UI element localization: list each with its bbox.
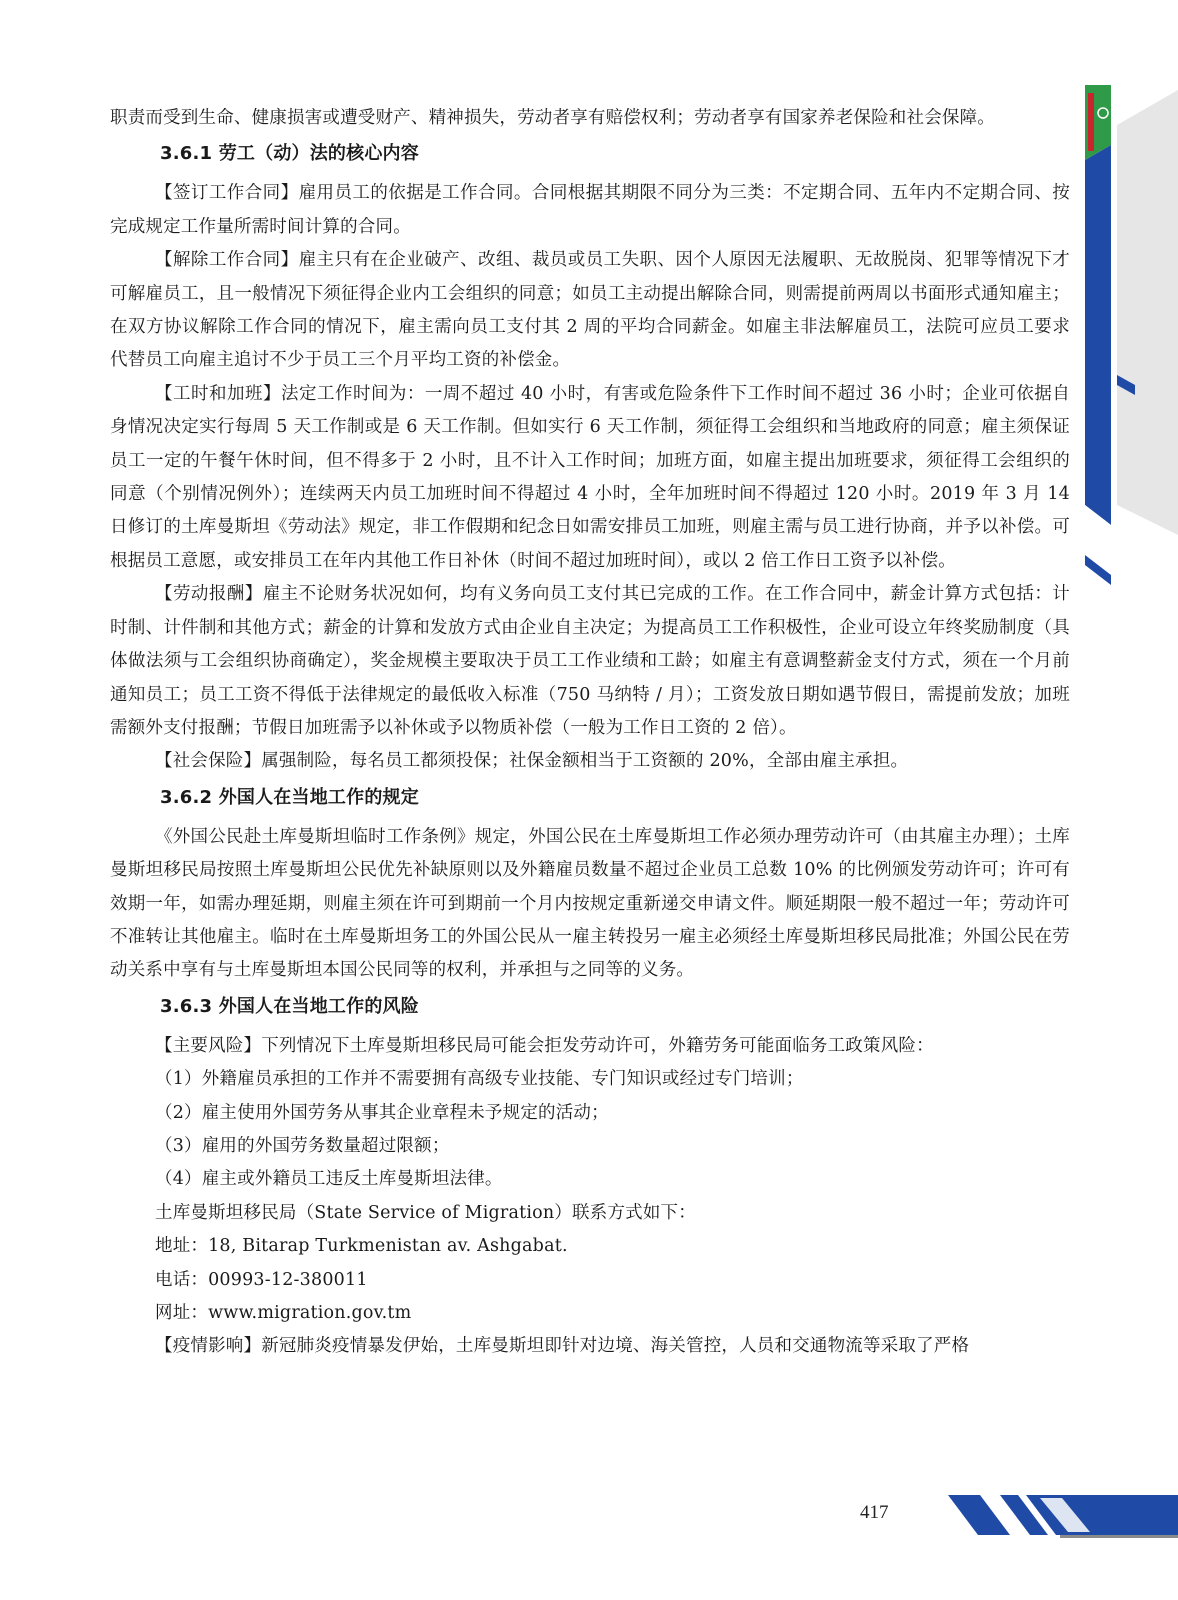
body-paragraph — [110, 1297, 1070, 1330]
body-paragraph — [110, 244, 1070, 378]
body-paragraph — [110, 1197, 1070, 1230]
section-heading: 3.6.1 劳工（动）法的核心内容 — [160, 143, 419, 165]
paragraph-text: 法定工作时间为：一周不超过 40 小时，有害或危险条件下工作时间不超过 36 小时；企业可依据自身情况决定实行每周 5 天工作制或是 6 天工作制。但如实行 6 天工作制，须征得工会组织和当地政府的同意；雇主须保证员工一定的午餐午休时间，但不得多于 2 小时，且不计入工作时间；加班方面，如雇主提出加班要求，须征得工会组织的同意（个别情况例外）；连续两天内员工加班时间不得超过 4 小时，全年加班时间不得超过 120 小时。2019 年 3 月 14 日修订的土库曼斯坦《劳动法》规定，非工作假期和纪念日如需安排员工加班，则雇主需与员工进行协商，并予以补偿。可根据员工意愿，或安排员工在年内其他工作日补休（时间不超过加班时间），或以 2 倍工作日工资予以补偿。 — [110, 383, 1070, 571]
paragraph-text: 职责而受到生命、健康损害或遭受财产、精神损失，劳动者享有赔偿权利；劳动者享有国家养老保险和社会保障。 — [110, 108, 995, 128]
paragraph-label: 【签订工作合同】 — [155, 183, 299, 204]
paragraph-label: 【主要风险】 — [155, 1035, 262, 1056]
paragraph-label: 【劳动报酬】 — [155, 584, 263, 605]
paragraph-text: 新冠肺炎疫情暴发伊始，土库曼斯坦即针对边境、海关管控，人员和交通物流等采取了严格 — [261, 1336, 970, 1357]
paragraph-text: 雇主不论财务状况如何，均有义务向员工支付其已完成的工作。在工作合同中，薪金计算方式包括：计时制、计件制和其他方式；薪金的计算和发放方式由企业自主决定；为提高员工工作积极性，企业可设立年终奖励制度（具体做法须与工会组织协商确定），奖金规模主要取决于员工工作业绩和工龄；如雇主有意调整薪金支付方式，须在一个月前通知员工；员工工资不得低于法律规定的最低收入标准（750 马纳特 / 月）；工资发放日期如遇节假日，需提前发放；加班需额外支付报酬；节假日加班需予以补休或予以物质补偿（一般为工作日工资的 2 倍）。 — [110, 584, 1071, 738]
footer-decoration — [940, 1490, 1178, 1540]
body-paragraph — [110, 1230, 1070, 1263]
side-decoration — [1085, 85, 1178, 595]
body-paragraph — [110, 745, 1070, 778]
body-paragraph — [110, 177, 1070, 244]
paragraph-text: 雇主只有在企业破产、改组、裁员或员工失职、因个人原因无法履职、无故脱岗、犯罪等情况下才可解雇员工，且一般情况下须征得企业内工会组织的同意；如员工主动提出解除合同，则需提前两周以书面形式通知雇主；在双方协议解除工作合同的情况下，雇主需向员工支付其 2 周的平均合同薪金。如雇主非法解雇员工，法院可应员工要求代替员工向雇主追讨不少于员工三个月平均工资的补偿金。 — [110, 250, 1070, 371]
body-paragraph — [110, 1264, 1070, 1297]
paragraph-text: 网址：www.migration.gov.tm — [155, 1303, 412, 1323]
paragraph-text: 雇用员工的依据是工作合同。合同根据其期限不同分为三类：不定期合同、五年内不定期合同、按完成规定工作量所需时间计算的合同。 — [110, 183, 1070, 237]
section-heading: 3.6.3 外国人在当地工作的风险 — [160, 995, 419, 1017]
body-paragraph — [110, 378, 1070, 578]
paragraph-text: 下列情况下土库曼斯坦移民局可能会拒发劳动许可，外籍劳务可能面临务工政策风险： — [261, 1035, 934, 1056]
paragraph-label: 【疫情影响】 — [155, 1336, 262, 1357]
body-paragraph — [110, 1097, 1070, 1130]
body-paragraph — [110, 1063, 1070, 1096]
body-paragraph — [110, 102, 1070, 135]
paragraph-text: （4）雇主或外籍员工违反土库曼斯坦法律。 — [155, 1169, 503, 1190]
paragraph-text: （1）外籍雇员承担的工作并不需要拥有高级专业技能、专门知识或经过专门培训； — [155, 1069, 804, 1090]
paragraph-text: （2）雇主使用外国劳务从事其企业章程未予规定的活动； — [155, 1102, 609, 1123]
body-paragraph — [110, 821, 1070, 988]
page-number: 417 — [860, 1502, 889, 1523]
paragraph-label: 【解除工作合同】 — [155, 250, 299, 271]
paragraph-text: 电话：00993-12-380011 — [155, 1269, 368, 1290]
paragraph-label: 【社会保险】 — [155, 751, 262, 772]
paragraph-text: （3）雇用的外国劳务数量超过限额； — [155, 1135, 450, 1156]
body-paragraph — [110, 1330, 1070, 1363]
body-paragraph — [110, 1163, 1070, 1196]
paragraph-text: 土库曼斯坦移民局（State Service of Migration）联系方式如下： — [155, 1202, 696, 1223]
paragraph-text: 《外国公民赴土库曼斯坦临时工作条例》规定，外国公民在土库曼斯坦工作必须办理劳动许可（由其雇主办理）；土库曼斯坦移民局按照土库曼斯坦公民优先补缺原则以及外籍雇员数量不超过企业员工总数 10% 的比例颁发劳动许可；许可有效期一年，如需办理延期，则雇主须在许可到期前一个月内按规定重新递交申请文件。顺延期限一般不超过一年；劳动许可不准转让其他雇主。临时在土库曼斯坦务工的外国公民从一雇主转投另一雇主必须经土库曼斯坦移民局批准；外国公民在劳动关系中享有与土库曼斯坦本国公民同等的权利，并承担与之同等的义务。 — [110, 826, 1070, 981]
paragraph-text: 地址：18, Bitarap Turkmenistan av. Ashgabat. — [155, 1236, 568, 1257]
section-heading: 3.6.2 外国人在当地工作的规定 — [160, 786, 419, 808]
body-paragraph — [110, 1030, 1070, 1063]
body-paragraph — [110, 578, 1070, 745]
body-paragraph — [110, 1130, 1070, 1163]
paragraph-text: 属强制险，每名员工都须投保；社保金额相当于工资额的 20%，全部由雇主承担。 — [261, 751, 909, 772]
paragraph-label: 【工时和加班】 — [155, 383, 281, 404]
page-body — [110, 102, 1070, 1364]
